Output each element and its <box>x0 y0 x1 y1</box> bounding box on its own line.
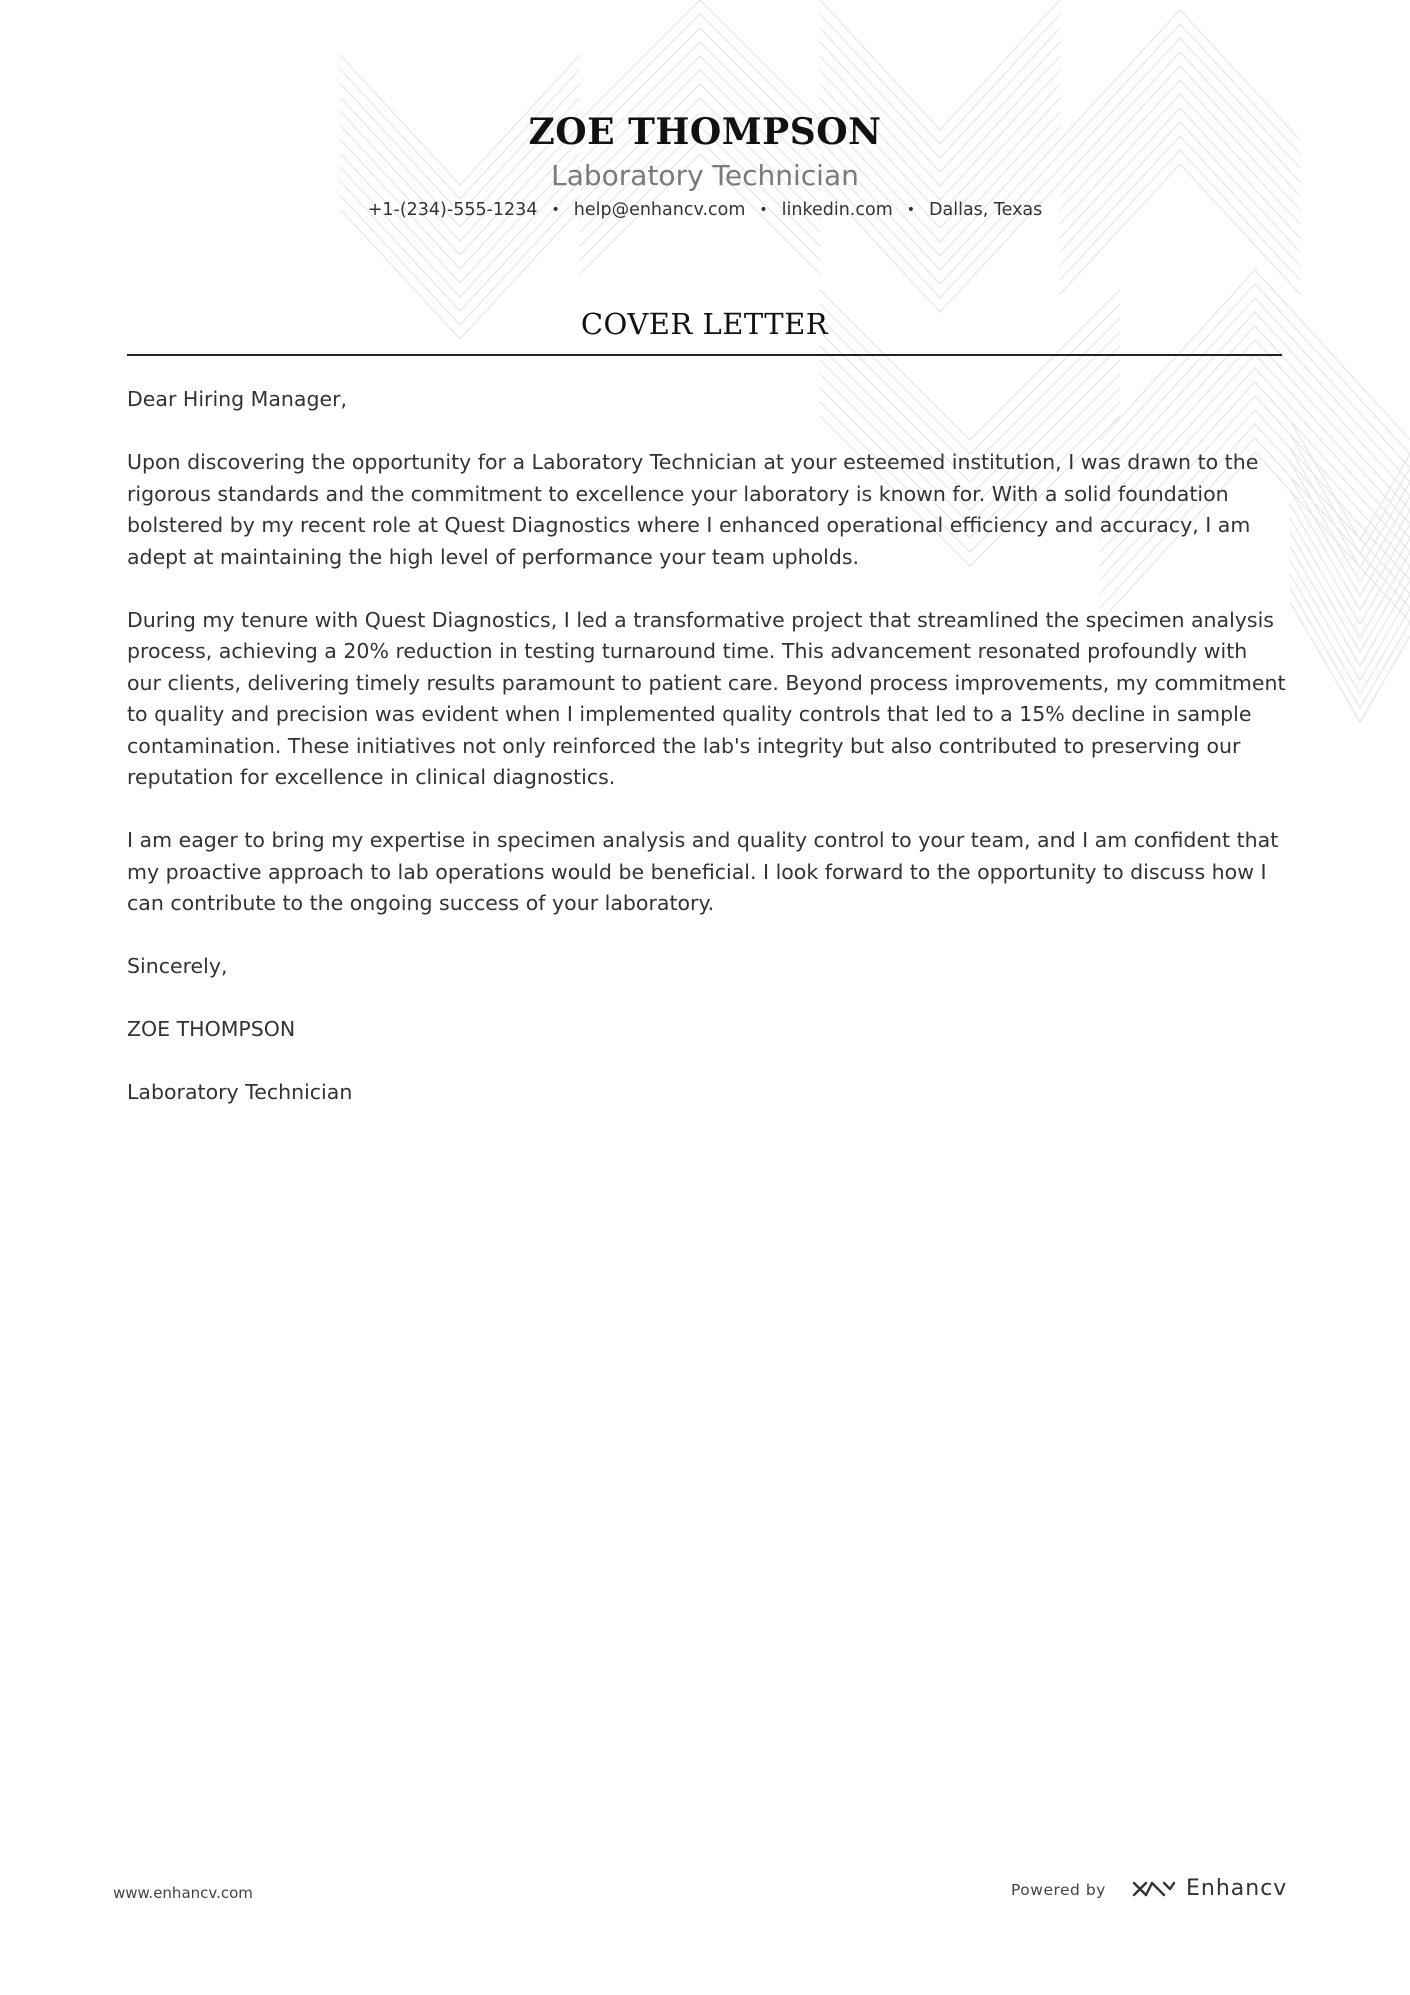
enhancv-logo-icon <box>1130 1877 1176 1901</box>
letter-body <box>127 384 1287 1140</box>
closing: Sincerely, <box>127 954 228 978</box>
contact-line <box>0 198 1410 222</box>
enhancv-logo[interactable] <box>1130 1876 1287 1901</box>
signature-name: ZOE THOMPSON <box>127 1017 296 1041</box>
bullet-separator: • <box>906 202 916 218</box>
phone-number: +1-(234)-555-1234 <box>367 200 538 220</box>
linkedin-link: linkedin.com <box>781 200 893 220</box>
applicant-job-title: Laboratory Technician <box>551 159 859 192</box>
resume-header <box>0 110 1410 222</box>
signature-title: Laboratory Technician <box>127 1080 353 1104</box>
bullet-separator: • <box>551 202 560 218</box>
footer-website-link[interactable]: www.enhancv.com <box>113 1884 253 1902</box>
letter-paragraph: Upon discovering the opportunity for a Laboratory Technician at your esteemed institution, I was drawn to the rigorous standards and the commitment to excellence your laboratory is known for. With a solid foundation bolstered by my recent role at Quest Diagnostics where I enhanced operational efficiency and accuracy, I am adept at maintaining the high level of performance your team upholds. <box>127 450 1259 569</box>
section-title: COVER LETTER <box>580 307 829 341</box>
section-divider <box>127 354 1282 356</box>
letter-paragraph: I am eager to bring my expertise in specimen analysis and quality control to your team, and I am confident that my proactive approach to lab operations would be beneficial. I look forward to the opportunity to discuss how I can contribute to the ongoing success of your laboratory. <box>127 828 1279 915</box>
enhancv-brand-name: Enhancv <box>1186 1876 1288 1901</box>
bullet-separator: • <box>759 202 768 218</box>
applicant-name: ZOE THOMPSON <box>528 111 882 153</box>
email-address: help@enhancv.com <box>573 200 746 220</box>
greeting: Dear Hiring Manager, <box>127 387 348 411</box>
letter-paragraph: During my tenure with Quest Diagnostics, I led a transformative project that streamlined the specimen analysis process, achieving a 20% reduction in testing turnaround time. This advancement resonated profoundly with our clients, delivering timely results paramount to patient care. Beyond process improvements, my commitment to quality and precision was evident when I implemented quality controls that led to a 15% decline in sample contamination. These initiatives not only reinforced the lab's integrity but also contributed to preserving our reputation for excellence in clinical diagnostics. <box>127 607 1286 789</box>
location: Dallas, Texas <box>929 200 1043 220</box>
powered-by-label: Powered by <box>1011 1881 1106 1899</box>
